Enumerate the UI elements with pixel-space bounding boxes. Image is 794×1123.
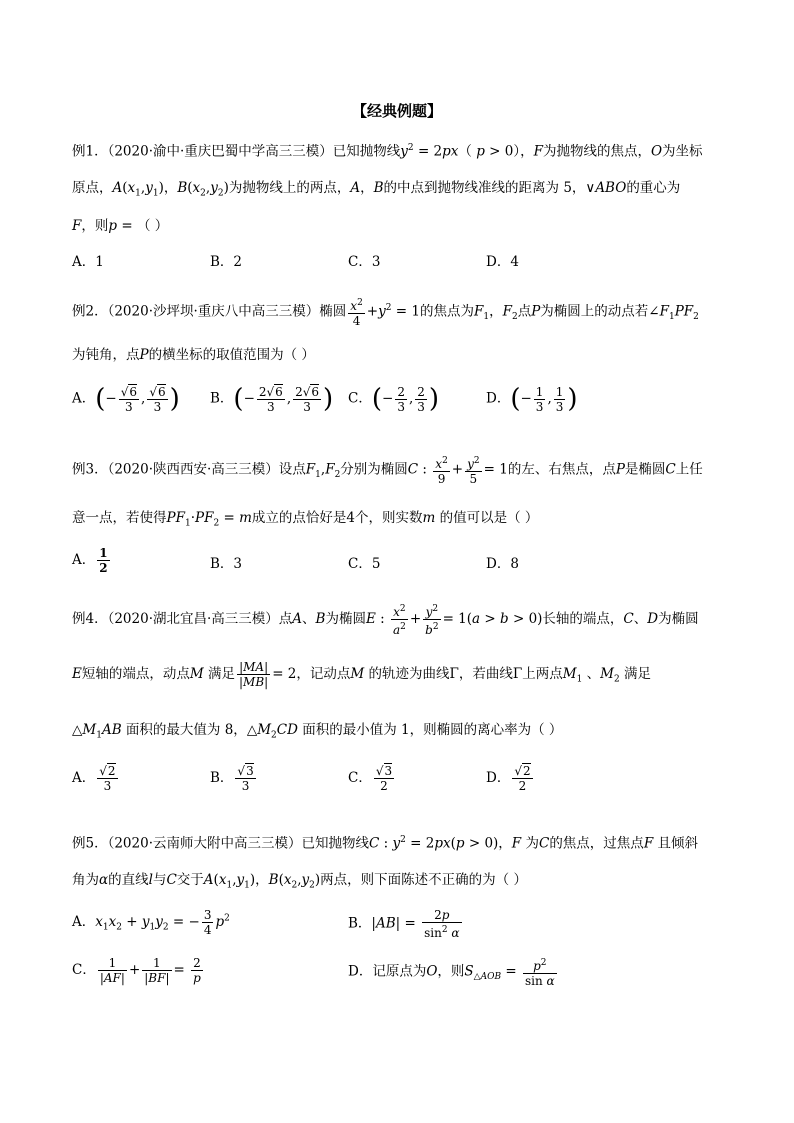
q1-option-c: C．3 xyxy=(348,254,381,270)
q1-line3: F，则p = （ ） xyxy=(72,218,169,234)
q2-line1: 例2．（2020·沙坪坝·重庆八中高三三模）椭圆 $\frac{x^2}{4}$ $+y^2 = 1$的焦点为$F_1$，$F_2$点P为椭圆上的动点若$\angle F_1PF_2$ xyxy=(72,298,699,328)
q3-option-c: C．5 xyxy=(348,556,381,572)
q2-option-d: D．(− $\frac{1}{3}$ , $\frac{1}{3}$ ) xyxy=(486,384,578,414)
q5-option-c: C． $\frac{1}{|AF|}$ + $\frac{1}{|BF|}$ = $\frac{2}{p}$ xyxy=(72,956,201,985)
q1-option-d: D．4 xyxy=(486,254,519,270)
q4-line1: 例4．（2020·湖北宜昌·高三三模）点A、B为椭圆E : $\frac{x^2}{a^2}$ + $\frac{y^2}{b^2}$ = 1(a > b > 0)长轴的端点，C、D为椭圆 xyxy=(72,604,699,637)
q2-option-b: B．(− $\frac{2√6}{3}$ , $\frac{2√6}{3}$ ) xyxy=(210,384,334,414)
q3-line1: 例3．（2020·陕西西安·高三三模）设点$F_1,F_2$分别为椭圆C : $\frac{x^2}{9}$ + $\frac{y^2}{5}$ = 1的左、右焦点，点P是椭圆C上任 xyxy=(72,456,703,486)
q2-option-a: A．(− $\frac{√6}{3}$ , $\frac{√6}{3}$ ) xyxy=(72,384,180,414)
q4-option-a: A． $\frac{√2}{3}$ xyxy=(72,764,116,793)
q4-option-c: C． $\frac{√3}{2}$ xyxy=(348,764,393,793)
q5-option-d: D．记原点为O，则$S_{\triangle AOB}$ = $\frac{p^2}{\text{sin α}}$ xyxy=(348,958,555,988)
q4-option-d: D． $\frac{√2}{2}$ xyxy=(486,764,531,793)
q1-option-a: A．1 xyxy=(72,254,104,270)
q1-option-b: B．2 xyxy=(210,254,243,270)
q2-option-c: C．(− $\frac{2}{3}$ , $\frac{2}{3}$ ) xyxy=(348,384,440,414)
q4-line3: $\triangle M_1AB$ 面积的最大值为 8，$\triangle M_2CD$ 面积的最小值为 1，则椭圆的离心率为（ ） xyxy=(72,722,563,741)
q3-line2: 意一点，若使得$PF_1\cdot PF_2 = m$成立的点恰好是4个，则实数m 的值可以是（ ） xyxy=(72,510,539,529)
section-title: 【经典例题】 xyxy=(351,102,442,120)
q5-line1: 例5．（2020·云南师大附中高三三模）已知抛物线C : $y^2 = 2px(p > 0)$，F 为C的焦点，过焦点F 且倾斜 xyxy=(72,835,698,852)
q3-option-d: D．8 xyxy=(486,556,519,572)
q4-option-b: B． $\frac{√3}{3}$ xyxy=(210,764,254,793)
q3-option-a: A． $\frac{1}{2}$ xyxy=(72,546,108,575)
q5-option-b: B．|AB| = $\frac{2p}{\sin^2 \alpha}$ xyxy=(348,908,460,940)
q2-line2: 为钝角，点P的横坐标的取值范围为（ ） xyxy=(72,347,315,363)
q5-option-a: A．$x_1x_2 + y_1y_2$ = − $\frac{3}{4}$ $p^2$ xyxy=(72,908,230,937)
q3-option-b: B．3 xyxy=(210,556,243,572)
q4-line2: E短轴的端点，动点M 满足 $\frac{|MA|}{|MB|}$ = 2，记动点M 的轨迹为曲线Γ，若曲线Γ上两点$M_1$ 、$M_2$ 满足 xyxy=(72,660,651,689)
q1-line1: 例1．（2020·渝中·重庆巴蜀中学高三三模）已知抛物线$y^2 = 2px$（ p > 0），F为抛物线的焦点，O为坐标 xyxy=(72,143,703,160)
q5-line2: 角为α的直线l与C交于$A(x_1,y_1)$，$B(x_2,y_2)$两点，则下面陈述不正确的为（ ） xyxy=(72,872,527,891)
q1-line2: 原点，$A(x_1,y_1)$，$B(x_2,y_2)$为抛物线上的两点，A，B的中点到抛物线准线的距离为 5，∨ABO的重心为 xyxy=(72,180,681,199)
